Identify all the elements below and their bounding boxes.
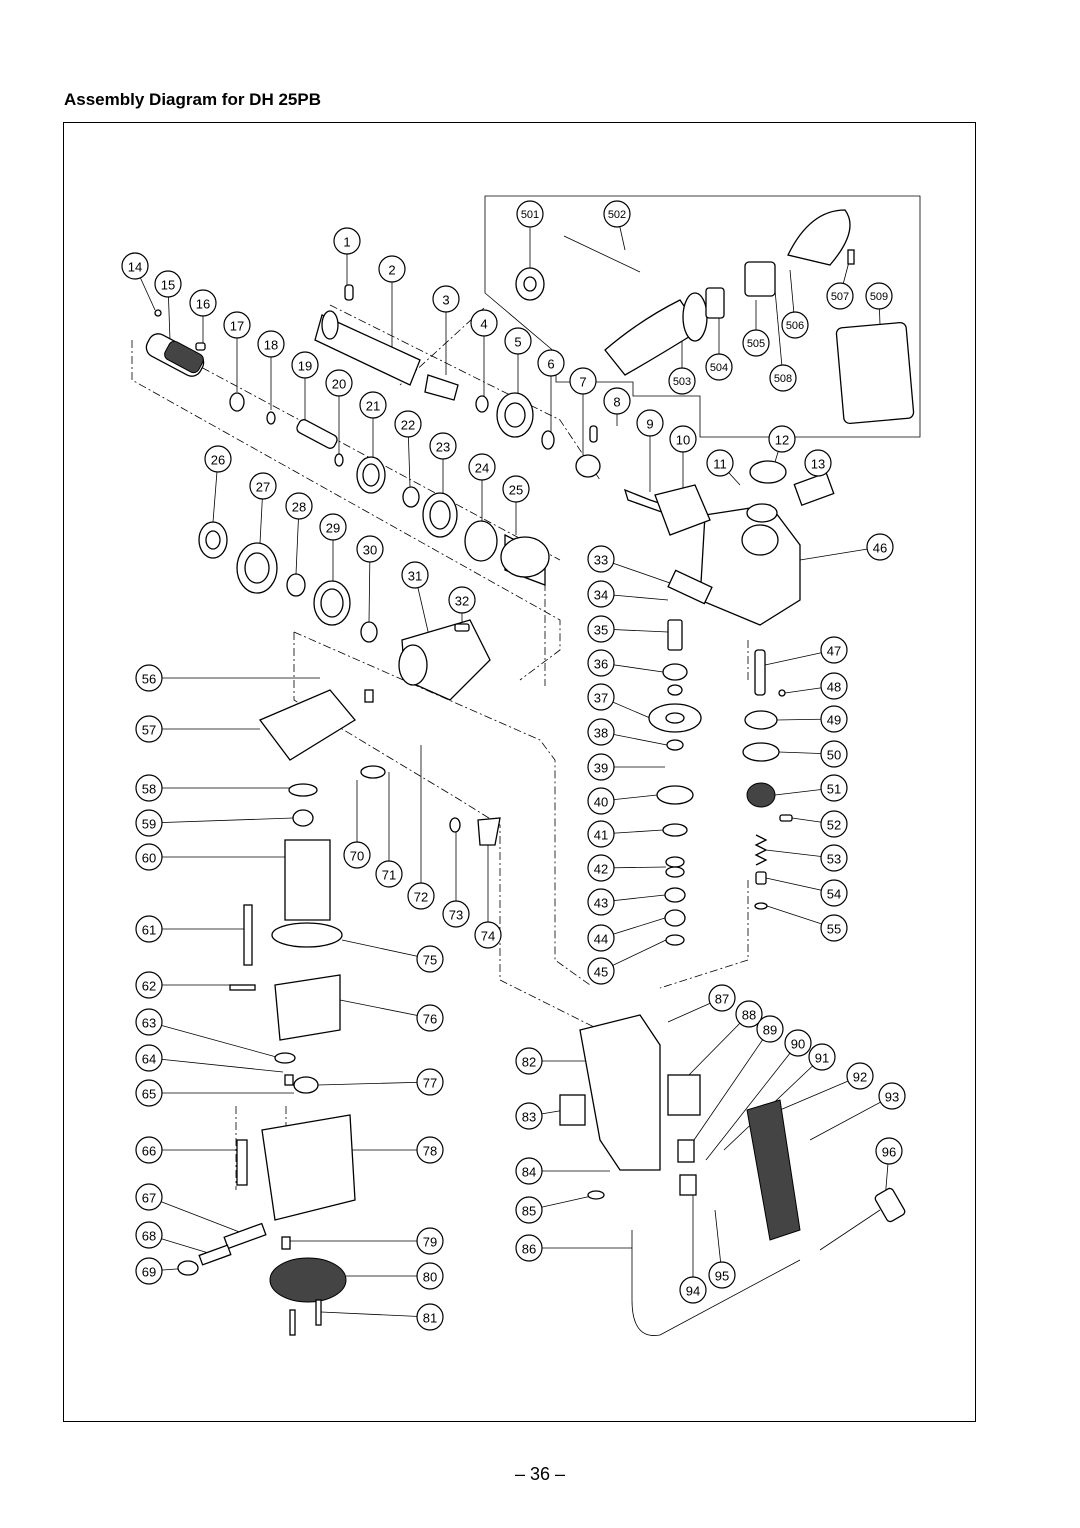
callout-70 bbox=[344, 842, 370, 868]
callout-82 bbox=[516, 1048, 542, 1074]
callout-58 bbox=[136, 775, 162, 801]
callout-number: 92 bbox=[852, 1069, 868, 1085]
callout-number: 44 bbox=[593, 931, 609, 947]
callout-508 bbox=[770, 365, 796, 391]
callout-number: 41 bbox=[593, 827, 609, 843]
callout-77 bbox=[417, 1069, 443, 1095]
callout-65 bbox=[136, 1080, 162, 1106]
callout-number: 11 bbox=[713, 456, 727, 472]
callout-number: 504 bbox=[709, 362, 729, 374]
callout-number: 95 bbox=[714, 1268, 730, 1284]
callout-8 bbox=[604, 388, 630, 414]
callout-number: 39 bbox=[593, 760, 609, 776]
callout-52 bbox=[821, 811, 847, 837]
callout-number: 75 bbox=[422, 952, 438, 968]
callout-27 bbox=[250, 473, 276, 499]
leader-line-59 bbox=[149, 818, 293, 823]
callout-32 bbox=[449, 587, 475, 613]
callout-number: 5 bbox=[514, 334, 522, 350]
callout-number: 48 bbox=[826, 679, 842, 695]
callout-number: 14 bbox=[127, 259, 143, 275]
callout-number: 16 bbox=[195, 296, 211, 312]
callout-505 bbox=[743, 330, 769, 356]
callout-25 bbox=[503, 476, 529, 502]
callout-84 bbox=[516, 1158, 542, 1184]
callout-number: 88 bbox=[741, 1007, 757, 1023]
callout-number: 19 bbox=[297, 358, 313, 374]
leader-line-63 bbox=[149, 1022, 280, 1058]
callout-number: 62 bbox=[141, 978, 157, 994]
callout-number: 502 bbox=[607, 209, 627, 221]
callout-number: 91 bbox=[814, 1050, 830, 1066]
callout-number: 49 bbox=[826, 712, 842, 728]
callout-number: 64 bbox=[141, 1051, 157, 1067]
callout-50 bbox=[821, 741, 847, 767]
callout-10 bbox=[670, 426, 696, 452]
callout-89 bbox=[757, 1016, 783, 1042]
callout-number: 506 bbox=[785, 320, 805, 332]
callout-number: 59 bbox=[141, 816, 157, 832]
callout-56 bbox=[136, 665, 162, 691]
callout-54 bbox=[821, 880, 847, 906]
callout-12 bbox=[769, 426, 795, 452]
callout-59 bbox=[136, 810, 162, 836]
callout-number: 21 bbox=[365, 398, 381, 414]
callout-number: 79 bbox=[422, 1234, 438, 1250]
callout-94 bbox=[680, 1277, 706, 1303]
callout-number: 69 bbox=[141, 1264, 157, 1280]
callout-87 bbox=[709, 985, 735, 1011]
callout-number: 73 bbox=[448, 907, 464, 923]
callout-20 bbox=[326, 370, 352, 396]
callout-number: 93 bbox=[884, 1089, 900, 1105]
callout-number: 15 bbox=[160, 277, 176, 293]
callout-number: 50 bbox=[826, 747, 842, 763]
callout-43 bbox=[588, 889, 614, 915]
callout-90 bbox=[785, 1030, 811, 1056]
callout-74 bbox=[475, 922, 501, 948]
callout-21 bbox=[360, 392, 386, 418]
callout-23 bbox=[430, 433, 456, 459]
callout-503 bbox=[669, 368, 695, 394]
callout-number: 505 bbox=[746, 338, 766, 350]
callout-number: 30 bbox=[362, 542, 378, 558]
callout-35 bbox=[588, 616, 614, 642]
callout-number: 53 bbox=[826, 851, 842, 867]
callout-number: 90 bbox=[790, 1036, 806, 1052]
callout-number: 6 bbox=[547, 356, 555, 372]
callout-number: 2 bbox=[388, 262, 396, 278]
callout-number: 28 bbox=[291, 499, 307, 515]
callout-number: 84 bbox=[521, 1164, 537, 1180]
callout-number: 37 bbox=[593, 690, 609, 706]
callout-28 bbox=[286, 493, 312, 519]
callout-16 bbox=[190, 290, 216, 316]
callout-17 bbox=[224, 312, 250, 338]
callout-number: 508 bbox=[773, 373, 793, 385]
callout-number: 1 bbox=[343, 234, 351, 250]
callout-number: 86 bbox=[521, 1241, 537, 1257]
callout-number: 67 bbox=[141, 1190, 157, 1206]
callout-number: 38 bbox=[593, 725, 609, 741]
callout-number: 42 bbox=[593, 861, 609, 877]
callout-46 bbox=[867, 534, 893, 560]
callout-66 bbox=[136, 1137, 162, 1163]
callout-number: 61 bbox=[141, 922, 157, 938]
callout-79 bbox=[417, 1228, 443, 1254]
callout-51 bbox=[821, 775, 847, 801]
callout-95 bbox=[709, 1262, 735, 1288]
callout-number: 32 bbox=[454, 593, 470, 609]
callout-2 bbox=[379, 256, 405, 282]
callout-507 bbox=[827, 283, 853, 309]
callout-number: 56 bbox=[141, 671, 157, 687]
callout-number: 34 bbox=[593, 587, 609, 603]
callout-501 bbox=[517, 201, 543, 227]
leader-line-67 bbox=[149, 1197, 242, 1233]
callout-number: 29 bbox=[325, 520, 341, 536]
callout-number: 66 bbox=[141, 1143, 157, 1159]
callout-31 bbox=[402, 562, 428, 588]
callout-29 bbox=[320, 514, 346, 540]
callout-number: 9 bbox=[646, 416, 654, 432]
leader-line-64 bbox=[149, 1058, 283, 1072]
callout-509 bbox=[866, 283, 892, 309]
callout-64 bbox=[136, 1045, 162, 1071]
callout-number: 45 bbox=[593, 964, 609, 980]
callout-80 bbox=[417, 1263, 443, 1289]
callout-number: 52 bbox=[826, 817, 842, 833]
callout-number: 509 bbox=[869, 291, 889, 303]
callout-13 bbox=[805, 450, 831, 476]
leader-line-77 bbox=[318, 1082, 430, 1085]
callout-number: 74 bbox=[480, 928, 496, 944]
callout-63 bbox=[136, 1009, 162, 1035]
callout-number: 23 bbox=[435, 439, 451, 455]
callout-number: 57 bbox=[141, 722, 157, 738]
leader-line-81 bbox=[321, 1312, 430, 1317]
callout-73 bbox=[443, 901, 469, 927]
page-number: – 36 – bbox=[514, 1464, 566, 1484]
callout-55 bbox=[821, 915, 847, 941]
callout-48 bbox=[821, 673, 847, 699]
callout-number: 507 bbox=[830, 291, 850, 303]
callout-18 bbox=[258, 331, 284, 357]
callout-85 bbox=[516, 1197, 542, 1223]
callout-number: 27 bbox=[255, 479, 271, 495]
callout-47 bbox=[821, 637, 847, 663]
leader-line-88 bbox=[684, 1014, 749, 1080]
callout-number: 10 bbox=[675, 432, 691, 448]
callout-6 bbox=[538, 350, 564, 376]
callout-91 bbox=[809, 1044, 835, 1070]
callout-number: 33 bbox=[593, 552, 609, 568]
callout-36 bbox=[588, 650, 614, 676]
callout-number: 55 bbox=[826, 921, 842, 937]
callout-9 bbox=[637, 410, 663, 436]
callout-number: 47 bbox=[826, 643, 842, 659]
callout-number: 60 bbox=[141, 850, 157, 866]
callout-14 bbox=[122, 253, 148, 279]
callout-93 bbox=[879, 1083, 905, 1109]
callout-37 bbox=[588, 684, 614, 710]
callout-number: 51 bbox=[826, 781, 842, 797]
callout-number: 503 bbox=[672, 376, 692, 388]
callout-number: 81 bbox=[422, 1310, 438, 1326]
callout-30 bbox=[357, 536, 383, 562]
callout-number: 70 bbox=[349, 848, 365, 864]
callout-number: 65 bbox=[141, 1086, 157, 1102]
callout-22 bbox=[395, 411, 421, 437]
callout-5 bbox=[505, 328, 531, 354]
callout-number: 78 bbox=[422, 1143, 438, 1159]
callout-number: 72 bbox=[413, 889, 429, 905]
callout-number: 94 bbox=[685, 1283, 701, 1299]
callout-number: 46 bbox=[872, 540, 888, 556]
callout-number: 87 bbox=[714, 991, 730, 1007]
callout-57 bbox=[136, 716, 162, 742]
callout-33 bbox=[588, 546, 614, 572]
callout-number: 77 bbox=[422, 1075, 438, 1091]
callout-78 bbox=[417, 1137, 443, 1163]
callout-number: 22 bbox=[400, 417, 416, 433]
callout-number: 35 bbox=[593, 622, 609, 638]
callout-number: 18 bbox=[263, 337, 279, 353]
callout-number: 12 bbox=[774, 432, 790, 448]
callout-number: 36 bbox=[593, 656, 609, 672]
callout-39 bbox=[588, 754, 614, 780]
callout-number: 4 bbox=[480, 316, 488, 332]
leader-line-76 bbox=[340, 1000, 430, 1018]
callout-1 bbox=[334, 228, 360, 254]
callout-number: 83 bbox=[521, 1109, 537, 1125]
callout-number: 68 bbox=[141, 1228, 157, 1244]
callout-number: 63 bbox=[141, 1015, 157, 1031]
callout-7 bbox=[570, 368, 596, 394]
callout-49 bbox=[821, 706, 847, 732]
callout-number: 71 bbox=[381, 867, 397, 883]
callout-19 bbox=[292, 352, 318, 378]
callout-61 bbox=[136, 916, 162, 942]
callout-502 bbox=[604, 201, 630, 227]
callout-86 bbox=[516, 1235, 542, 1261]
callout-number: 43 bbox=[593, 895, 609, 911]
callout-number: 3 bbox=[442, 292, 450, 308]
callout-number: 80 bbox=[422, 1269, 438, 1285]
callout-81 bbox=[417, 1304, 443, 1330]
callout-42 bbox=[588, 855, 614, 881]
callout-96 bbox=[876, 1138, 902, 1164]
callout-45 bbox=[588, 958, 614, 984]
callout-number: 20 bbox=[331, 376, 347, 392]
callout-number: 54 bbox=[826, 886, 842, 902]
callout-number: 96 bbox=[881, 1144, 897, 1160]
callout-number: 82 bbox=[521, 1054, 537, 1070]
callout-38 bbox=[588, 719, 614, 745]
callout-71 bbox=[376, 861, 402, 887]
callout-number: 40 bbox=[593, 794, 609, 810]
callout-75 bbox=[417, 946, 443, 972]
callout-4 bbox=[471, 310, 497, 336]
callout-68 bbox=[136, 1222, 162, 1248]
callout-72 bbox=[408, 883, 434, 909]
callout-92 bbox=[847, 1063, 873, 1089]
callout-number: 7 bbox=[579, 374, 587, 390]
callout-number: 25 bbox=[508, 482, 524, 498]
callout-506 bbox=[782, 312, 808, 338]
callout-62 bbox=[136, 972, 162, 998]
callout-34 bbox=[588, 581, 614, 607]
callout-number: 31 bbox=[407, 568, 423, 584]
callout-60 bbox=[136, 844, 162, 870]
callout-3 bbox=[433, 286, 459, 312]
callout-67 bbox=[136, 1184, 162, 1210]
callout-41 bbox=[588, 821, 614, 847]
callout-504 bbox=[706, 354, 732, 380]
callout-76 bbox=[417, 1005, 443, 1031]
callout-83 bbox=[516, 1103, 542, 1129]
callout-number: 26 bbox=[210, 452, 226, 468]
callout-40 bbox=[588, 788, 614, 814]
callout-number: 24 bbox=[474, 460, 490, 476]
callout-number: 13 bbox=[810, 456, 826, 472]
callout-number: 17 bbox=[229, 318, 245, 334]
callout-15 bbox=[155, 271, 181, 297]
callout-69 bbox=[136, 1258, 162, 1284]
leader-line-93 bbox=[810, 1096, 892, 1140]
callout-26 bbox=[205, 446, 231, 472]
callout-24 bbox=[469, 454, 495, 480]
callout-number: 501 bbox=[520, 209, 540, 221]
callout-number: 8 bbox=[613, 394, 621, 410]
callout-number: 85 bbox=[521, 1203, 537, 1219]
page-title: Assembly Diagram for DH 25PB bbox=[64, 90, 321, 109]
callout-44 bbox=[588, 925, 614, 951]
callout-11 bbox=[707, 450, 733, 476]
callout-number: 89 bbox=[762, 1022, 778, 1038]
callout-53 bbox=[821, 845, 847, 871]
callout-number: 58 bbox=[141, 781, 157, 797]
callout-number: 76 bbox=[422, 1011, 438, 1027]
